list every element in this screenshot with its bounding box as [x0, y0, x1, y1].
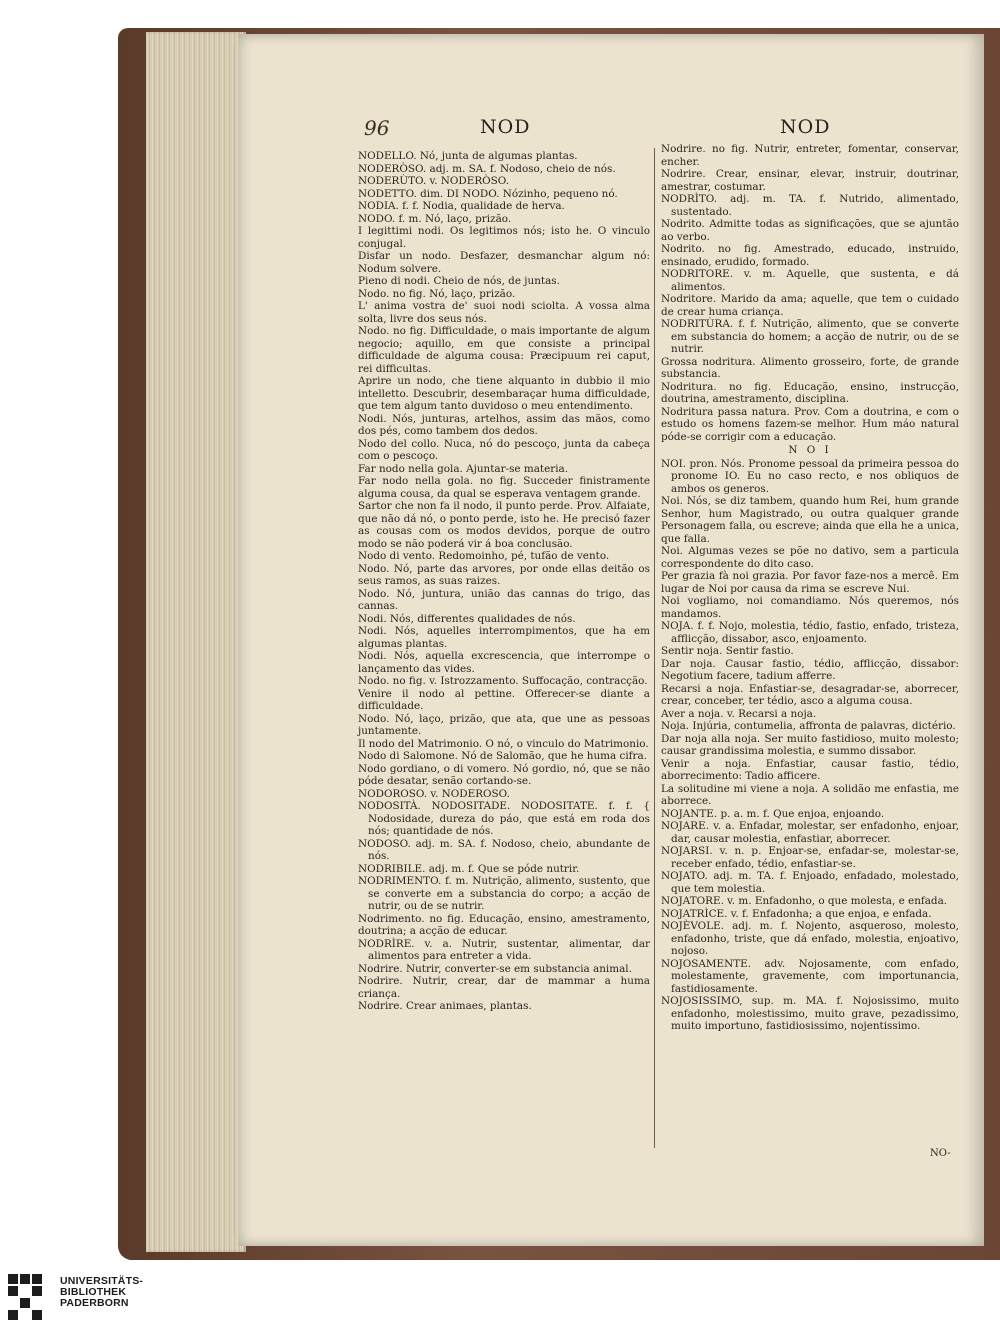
dictionary-entry: Nodi. Nós, differentes qualidades de nós. — [358, 612, 576, 625]
dictionary-entry: Nodrire. Nutrir, crear, dar de mammar a huma criança. — [358, 975, 650, 1000]
dictionary-entry: NODRITORE. v. m. Aquelle, que sustenta, e dá alimentos. — [661, 268, 959, 293]
dictionary-entry: NODIA. f. f. Nodia, qualidade de herva. — [358, 200, 565, 212]
dictionary-entry: Nodo. no fig. Nó, laço, prizão. — [358, 287, 516, 300]
page-edges — [146, 32, 246, 1252]
dictionary-entry: NODETTO. dim. DI NODO. Nózinho, pequeno nó. — [358, 187, 618, 200]
dictionary-entry: La solitudine mi viene a noja. A solidão me enfastia, me aborrece. — [661, 782, 959, 807]
dictionary-entry: Nodi. Nós, junturas, artelhos, assim das mãos, como dos pés, como tambem dos dedos. — [358, 412, 650, 437]
section-heading: N O I — [788, 444, 832, 456]
dictionary-entry: Recarsi a noja. Enfastiar-se, desagradar-se, aborrecer, crear, conceber, ter tédio, asco a alguma cousa. — [661, 682, 959, 707]
dictionary-entry: Nodritura passa natura. Prov. Com a doutrina, e com o estudo os homens fazem-se melhor. Hum máo natural póde-se corrigir com a educação. — [661, 405, 959, 443]
dictionary-entry: Noi. Nós, se diz tambem, quando hum Rei, hum grande Senhor, hum Magistrado, ou outra qualquer grande Personagem falla, ou escreve; ainda que ella he a unica, que falla. — [661, 495, 959, 545]
dictionary-entry: Nodrire. Crear, ensinar, elevar, instruir, doutrinar, amestrar, costumar. — [661, 168, 959, 193]
dictionary-entry: Nodo di Salomone. Nó de Salomão, que he huma cifra. — [358, 750, 647, 762]
dictionary-entry: Far nodo nella gola. Ajuntar-se materia. — [358, 462, 569, 475]
dictionary-entry: Nodritore. Marido da ama; aquelle, que tem o cuidado de crear huma criança. — [661, 293, 959, 318]
dictionary-entry: Nodo. Nó, juntura, união das cannas do trigo, das cannas. — [358, 587, 650, 612]
dictionary-entry: Dar noja alla noja. Ser muito fastidioso, muito molesto; causar grandissima molestia, e summo dissabor. — [661, 732, 959, 757]
page-number: 96 — [364, 116, 390, 140]
dictionary-entry: Nodo. no fig. Difficuldade, o mais importante de algum negocio; aquillo, em que consiste a principal difficuldade de alguma cousa: Præcipuum rei caput, rei difficultas. — [358, 325, 650, 375]
dictionary-entry: Sentir noja. Sentir fastio. — [661, 645, 794, 657]
dictionary-entry: Nodo gordiano, o di vomero. Nó gordio, nó, que se não póde desatar, senão cortando-se. — [358, 762, 650, 787]
running-head-left: NOD — [480, 116, 531, 138]
dictionary-entry: NODELLO. Nó, junta de algumas plantas. — [358, 150, 578, 162]
library-logo-line1: UNIVERSITÄTS- — [60, 1275, 144, 1287]
dictionary-entry: NODRITÙRA. f. f. Nutrição, alimento, que se converte em substancia do homem; a acção de nutrir, ou de se nutrir. — [661, 318, 959, 355]
dictionary-entry: Nodrire. Crear animaes, plantas. — [358, 1000, 532, 1012]
dictionary-entry: Noi vogliamo, noi comandiamo. Nós queremos, nós mandamos. — [661, 595, 959, 620]
left-column — [358, 150, 650, 1013]
dictionary-entry: Nodrito. Admitte todas as significações, que se ajuntão ao verbo. — [661, 218, 959, 243]
dictionary-entry: NODOSO. adj. m. SA. f. Nodoso, cheio, abundante de nós. — [358, 837, 650, 862]
library-logo-line2: BIBLIOTHEK — [60, 1286, 127, 1298]
dictionary-entry: NOJA. f. f. Nojo, molestia, tédio, fastio, enfado, tristeza, afflicção, dissabor, asco, enjoamento. — [661, 620, 959, 645]
dictionary-entry: NOJATORE. v. m. Enfadonho, o que molesta, e enfada. — [661, 895, 948, 907]
dictionary-entry: Noi. Algumas vezes se põe no dativo, sem a particula correspondente do dito caso. — [661, 545, 959, 570]
dictionary-entry: NOJATRÌCE. v. f. Enfadonha; a que enjoa, e enfada. — [661, 907, 932, 920]
dictionary-entry: NOJATO. adj. m. TA. f. Enjoado, enfadado, molestado, que tem molestia. — [661, 870, 959, 895]
dictionary-entry: NODOSITÀ. NODOSITADE. NODOSITATE. f. f. { Nodosidade, dureza do páo, que está em roda dos nós; quantidade de nós. — [358, 800, 650, 837]
dictionary-entry: Aver a noja. v. Recarsi a noja. — [661, 707, 817, 720]
dictionary-entry: NOJOSAMENTE. adv. Nojosamente, com enfado, molestamente, gravemente, com importunancia, fastidiosamente. — [661, 957, 959, 995]
library-logo-text — [60, 1276, 143, 1309]
library-logo — [8, 1274, 198, 1324]
library-logo-icon — [8, 1274, 54, 1320]
column-divider — [654, 148, 655, 1148]
dictionary-entry: NOJARSI. v. n. p. Enjoar-se, enfadar-se, molestar-se, receber enfado, tédio, enfastiar-se. — [661, 845, 959, 870]
library-logo-line3: PADERBORN — [60, 1297, 129, 1309]
dictionary-entry: Nodrire. no fig. Nutrir, entreter, fomentar, conservar, encher. — [661, 143, 959, 168]
dictionary-entry: Nodo. Nó, laço, prizão, que ata, que une as pessoas juntamente. — [358, 712, 650, 737]
dictionary-entry: Venir a noja. Enfastiar, causar fastio, tédio, aborrecimento: Tadio afficere. — [661, 757, 959, 782]
dictionary-entry: Disfar un nodo. Desfazer, desmanchar algum nó: Nodum solvere. — [358, 250, 650, 275]
dictionary-entry: NODOROSO. v. NODEROSO. — [358, 787, 510, 800]
dictionary-entry: Nodo del collo. Nuca, nó do pescoço, junta da cabeça com o pescoço. — [358, 437, 650, 462]
dictionary-entry: Nodo. Nó, parte das arvores, por onde ellas deitão os seus ramos, as suas raizes. — [358, 562, 650, 587]
dictionary-entry: Far nodo nella gola. no fig. Succeder finistramente alguma cousa, da qual se esperava ventagem grande. — [358, 475, 650, 500]
dictionary-entry: NODRÌRE. v. a. Nutrir, sustentar, alimentar, dar alimentos para entreter a vida. — [358, 937, 650, 962]
dictionary-entry: NOJÈVOLE. adj. m. f. Nojento, asqueroso, molesto, enfadonho, triste, que dá enfado, molestia, enjoativo, nojoso. — [661, 920, 959, 957]
dictionary-entry: Il nodo del Matrimonio. O nó, o vinculo do Matrimonio. — [358, 737, 649, 750]
dictionary-entry: NODERÒSO. adj. m. SA. f. Nodoso, cheio de nós. — [358, 162, 616, 175]
dictionary-entry: Per grazia fà noi grazia. Por favor faze-nos a mercê. Em lugar de Noi por causa da rima se escreve Nui. — [661, 570, 959, 595]
dictionary-entry: Nodi. Nós, aquelles interrompimentos, que ha em algumas plantas. — [358, 625, 650, 650]
dictionary-entry: NODRIMENTO. f. m. Nutrição, alimento, sustento, que se converte em a substancia do corpo; a acção de nutrir, ou de se nutrir. — [358, 875, 650, 912]
dictionary-entry: Sartor che non fa il nodo, il punto perde. Prov. Alfaiate, que não dá nó, o ponto perde, isto he. He precisó fazer as cousas com os modos devidos, porque de outro modo se não poderá vir á boa conclusão. — [358, 500, 651, 550]
dictionary-entry: Aprire un nodo, che tiene alquanto in dubbio il mio intelletto. Descubrir, desembaraçar huma difficuldade, que tem algum tanto duvidoso o meu entendimento. — [358, 375, 650, 412]
dictionary-entry: Dar noja. Causar fastio, tédio, afflicção, dissabor: Negotium facere, tadium afferre. — [661, 657, 959, 682]
dictionary-entry: NODO. f. m. Nó, laço, prizão. — [358, 212, 512, 225]
dictionary-entry: Noja. Injúria, contumelia, affronta de palavras, dictério. — [661, 720, 956, 732]
dictionary-entry: NODRÌTO. adj. m. TA. f. Nutrido, alimentado, sustentado. — [661, 193, 959, 218]
dictionary-entry: Nodi. Nós, aquella excrescencia, que interrompe o lançamento das vides. — [358, 650, 650, 675]
catchword: NO- — [930, 1148, 951, 1159]
dictionary-entry: NOJOSISSIMO, sup. m. MA. f. Nojosissimo, muito enfadonho, molestissimo, muito grave, pezadissimo, muito importuno, fastidiosissimo, nojentissimo. — [661, 995, 959, 1032]
dictionary-entry: Nodrito. no fig. Amestrado, educado, instruido, ensinado, erudido, formado. — [661, 243, 959, 268]
dictionary-entry: NOJANTE. p. a. m. f. Que enjoa, enjoando. — [661, 807, 885, 820]
dictionary-entry: L' anima vostra de' suoi nodi sciolta. A vossa alma solta, livre dos seus nós. — [358, 300, 650, 325]
dictionary-entry: NODRIBILE. adj. m. f. Que se póde nutrir. — [358, 862, 580, 875]
running-head-right: NOD — [780, 116, 831, 138]
dictionary-entry: Nodrire. Nutrir, converter-se em substancia animal. — [358, 962, 632, 975]
dictionary-entry: Nodrimento. no fig. Educação, ensino, amestramento, doutrina; a acção de educar. — [358, 912, 650, 937]
dictionary-entry: Nodo. no fig. v. Istrozzamento. Suffocação, contracção. — [358, 675, 648, 687]
dictionary-entry: Nodo di vento. Redomoinho, pé, tufão de vento. — [358, 550, 610, 562]
dictionary-entry: NOJARE. v. a. Enfadar, molestar, ser enfadonho, enjoar, dar, causar molestia, enfastiar, aborrecer. — [661, 820, 959, 845]
dictionary-entry: Nodritura. no fig. Educação, ensino, instrucção, doutrina, amestramento, disciplina. — [661, 380, 959, 405]
dictionary-entry: Pieno di nodi. Cheio de nós, de juntas. — [358, 275, 560, 287]
dictionary-entry: NOI. pron. Nós. Pronome pessoal da primeira pessoa do pronome IO. Eu no caso recto, e nos obliquos de ambos os generos. — [661, 457, 959, 495]
right-column — [661, 143, 959, 1033]
dictionary-entry: I legittimi nodi. Os legitimos nós; isto he. O vinculo conjugal. — [358, 225, 650, 250]
dictionary-entry: Grossa nodritura. Alimento grosseiro, forte, de grande substancia. — [661, 355, 959, 380]
dictionary-entry: NODERÙTO. v. NODERÒSO. — [358, 175, 509, 187]
dictionary-entry: Venire il nodo al pettine. Offerecer-se diante a difficuldade. — [358, 687, 650, 712]
